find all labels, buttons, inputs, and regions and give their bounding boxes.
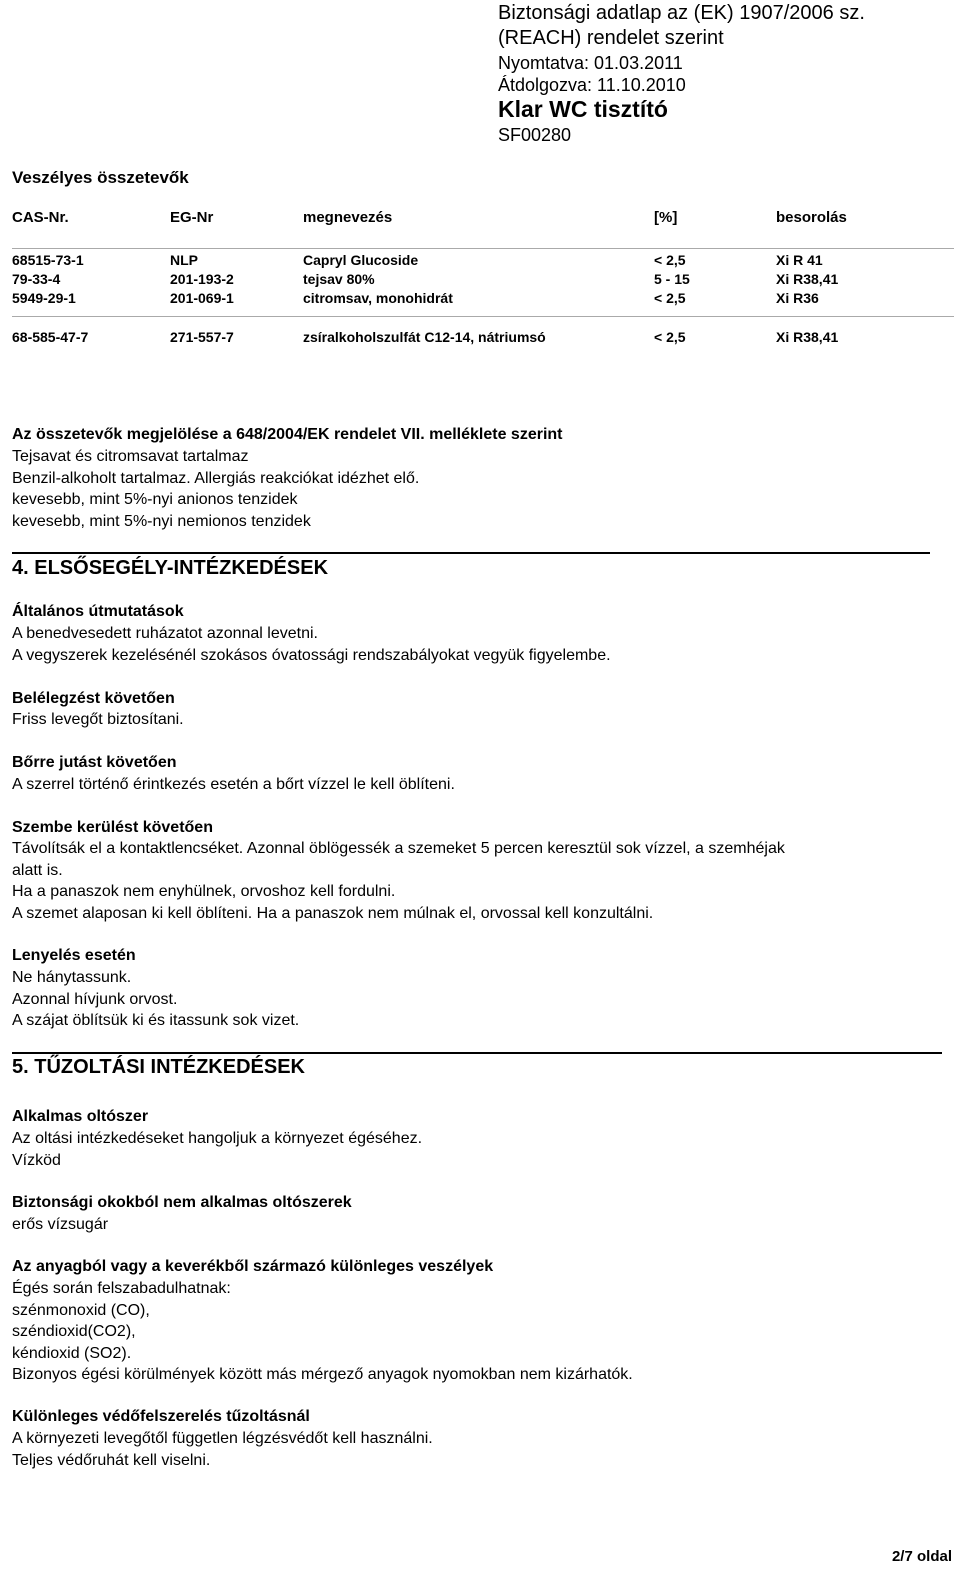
section-5-rule: [12, 1052, 942, 1054]
text-line: Égés során felszabadulhatnak:: [12, 1280, 231, 1297]
text-line: A vegyszerek kezelésénél szokásos óvatossági rendszabályokat vegyük figyelembe.: [12, 646, 611, 664]
text-line: széndioxid(CO2),: [12, 1323, 136, 1340]
section-4-title: 4. ELSŐSEGÉLY-INTÉZKEDÉSEK: [12, 557, 329, 579]
eg-cell: 201-193-2: [170, 271, 234, 287]
text-line: Ne hánytassunk.: [12, 969, 132, 986]
general-advice-heading: Általános útmutatások: [12, 603, 184, 620]
classification-cell: Xi R38,41: [776, 271, 839, 287]
special-hazards-text: [12, 1278, 633, 1386]
text-line: A benedvesedett ruházatot azonnal levetni.: [12, 625, 318, 642]
labelling-text: [12, 446, 419, 532]
text-line: alatt is.: [12, 861, 63, 879]
name-cell: Capryl Glucoside: [303, 252, 419, 268]
cas-cell: 68515-73-1: [12, 252, 84, 268]
name-cell: tejsav 80%: [303, 271, 375, 287]
column-header-cas: CAS-Nr.: [12, 209, 69, 226]
cas-cell: 5949-29-1: [12, 290, 76, 306]
table-row-divider: [12, 316, 954, 317]
text-line: szénmonoxid (CO),: [12, 1301, 150, 1319]
special-hazards-heading: Az anyagból vagy a keverékből származó különleges veszélyek: [12, 1258, 494, 1275]
header-revised-date: Átdolgozva: 11.10.2010: [498, 75, 686, 95]
text-line: Az oltási intézkedéseket hangoljuk a környezet égéséhez.: [12, 1130, 423, 1147]
labelling-line: Benzil-alkoholt tartalmaz. Allergiás reakciókat idézhet elő.: [12, 469, 420, 487]
column-header-percent: [%]: [654, 209, 678, 226]
inhalation-text: [12, 709, 184, 731]
labelling-line: kevesebb, mint 5%-nyi anionos tenzidek: [12, 491, 298, 508]
labelling-line: kevesebb, mint 5%-nyi nemionos tenzidek: [12, 512, 311, 530]
text-line: Teljes védőruhát kell viselni.: [12, 1451, 211, 1469]
eye-contact-text: [12, 838, 785, 924]
general-advice-text: [12, 623, 611, 666]
classification-cell: Xi R 41: [776, 252, 823, 268]
text-line: A szerrel történő érintkezés esetén a bőrt vízzel le kell öblíteni.: [12, 776, 455, 793]
text-line: A szemet alaposan ki kell öblíteni. Ha a panaszok nem múlnak el, orvossal kell konzultálni.: [12, 904, 654, 922]
header-regulation-line2: (REACH) rendelet szerint: [498, 27, 724, 49]
classification-cell: Xi R38,41: [776, 329, 839, 345]
percent-cell: < 2,5: [654, 290, 686, 306]
eye-contact-heading: Szembe kerülést követően: [12, 819, 213, 836]
page-number: 2/7 oldal: [891, 1548, 952, 1565]
cas-cell: 79-33-4: [12, 271, 61, 287]
ingestion-heading: Lenyelés esetén: [12, 947, 136, 964]
skin-contact-heading: Bőrre jutást követően: [12, 754, 177, 771]
text-line: Bizonyos égési körülmények között más mérgező anyagok nyomokban nem kizárhatók.: [12, 1366, 633, 1383]
labelling-heading: Az összetevők megjelölése a 648/2004/EK rendelet VII. melléklete szerint: [12, 426, 563, 443]
percent-cell: < 2,5: [654, 252, 686, 268]
name-cell: zsíralkoholszulfát C12-14, nátriumsó: [303, 329, 546, 345]
percent-cell: < 2,5: [654, 329, 686, 345]
unsuitable-media-text: [12, 1214, 108, 1236]
column-header-name: megnevezés: [303, 209, 393, 226]
suitable-media-text: [12, 1128, 422, 1171]
name-cell: citromsav, monohidrát: [303, 290, 453, 306]
skin-contact-text: [12, 774, 455, 796]
text-line: A környezeti levegőtől független légzésvédőt kell használni.: [12, 1430, 433, 1447]
text-line: Ha a panaszok nem enyhülnek, orvoshoz kell fordulni.: [12, 883, 396, 900]
text-line: Távolítsák el a kontaktlencséket. Azonnal öblögessék a szemeket 5 percen keresztül sok vízzel, a szemhéjak: [12, 840, 785, 857]
inhalation-heading: Belélegzést követően: [12, 690, 175, 707]
header-regulation-line1: Biztonsági adatlap az (EK) 1907/2006 sz.: [498, 2, 865, 24]
eg-cell: NLP: [170, 252, 198, 268]
percent-cell: 5 - 15: [654, 271, 690, 287]
suitable-media-heading: Alkalmas oltószer: [12, 1108, 149, 1125]
header-product-name: Klar WC tisztító: [498, 96, 668, 122]
text-line: Friss levegőt biztosítani.: [12, 711, 184, 728]
text-line: Azonnal hívjunk orvost.: [12, 990, 178, 1008]
section-4-rule: [12, 552, 930, 554]
eg-cell: 271-557-7: [170, 329, 234, 345]
column-header-eg: EG-Nr: [170, 209, 214, 226]
classification-cell: Xi R36: [776, 290, 819, 306]
hazardous-components-heading: Veszélyes összetevők: [12, 168, 189, 187]
section-5-title: 5. TŰZOLTÁSI INTÉZKEDÉSEK: [12, 1056, 305, 1078]
text-line: erős vízsugár: [12, 1216, 109, 1233]
text-line: Vízköd: [12, 1151, 61, 1169]
unsuitable-media-heading: Biztonsági okokból nem alkalmas oltószerek: [12, 1194, 352, 1211]
cas-cell: 68-585-47-7: [12, 329, 89, 345]
text-line: A szájat öblítsük ki és itassunk sok vizet.: [12, 1012, 300, 1029]
header-product-code: SF00280: [498, 125, 572, 145]
text-line: kéndioxid (SO2).: [12, 1344, 132, 1362]
table-header-divider: [12, 248, 954, 249]
header-printed-date: Nyomtatva: 01.03.2011: [498, 53, 683, 73]
protective-equipment-text: [12, 1428, 433, 1471]
eg-cell: 201-069-1: [170, 290, 234, 306]
column-header-classification: besorolás: [776, 209, 847, 226]
labelling-line: Tejsavat és citromsavat tartalmaz: [12, 448, 249, 465]
ingestion-text: [12, 967, 299, 1032]
protective-equipment-heading: Különleges védőfelszerelés tűzoltásnál: [12, 1408, 310, 1425]
